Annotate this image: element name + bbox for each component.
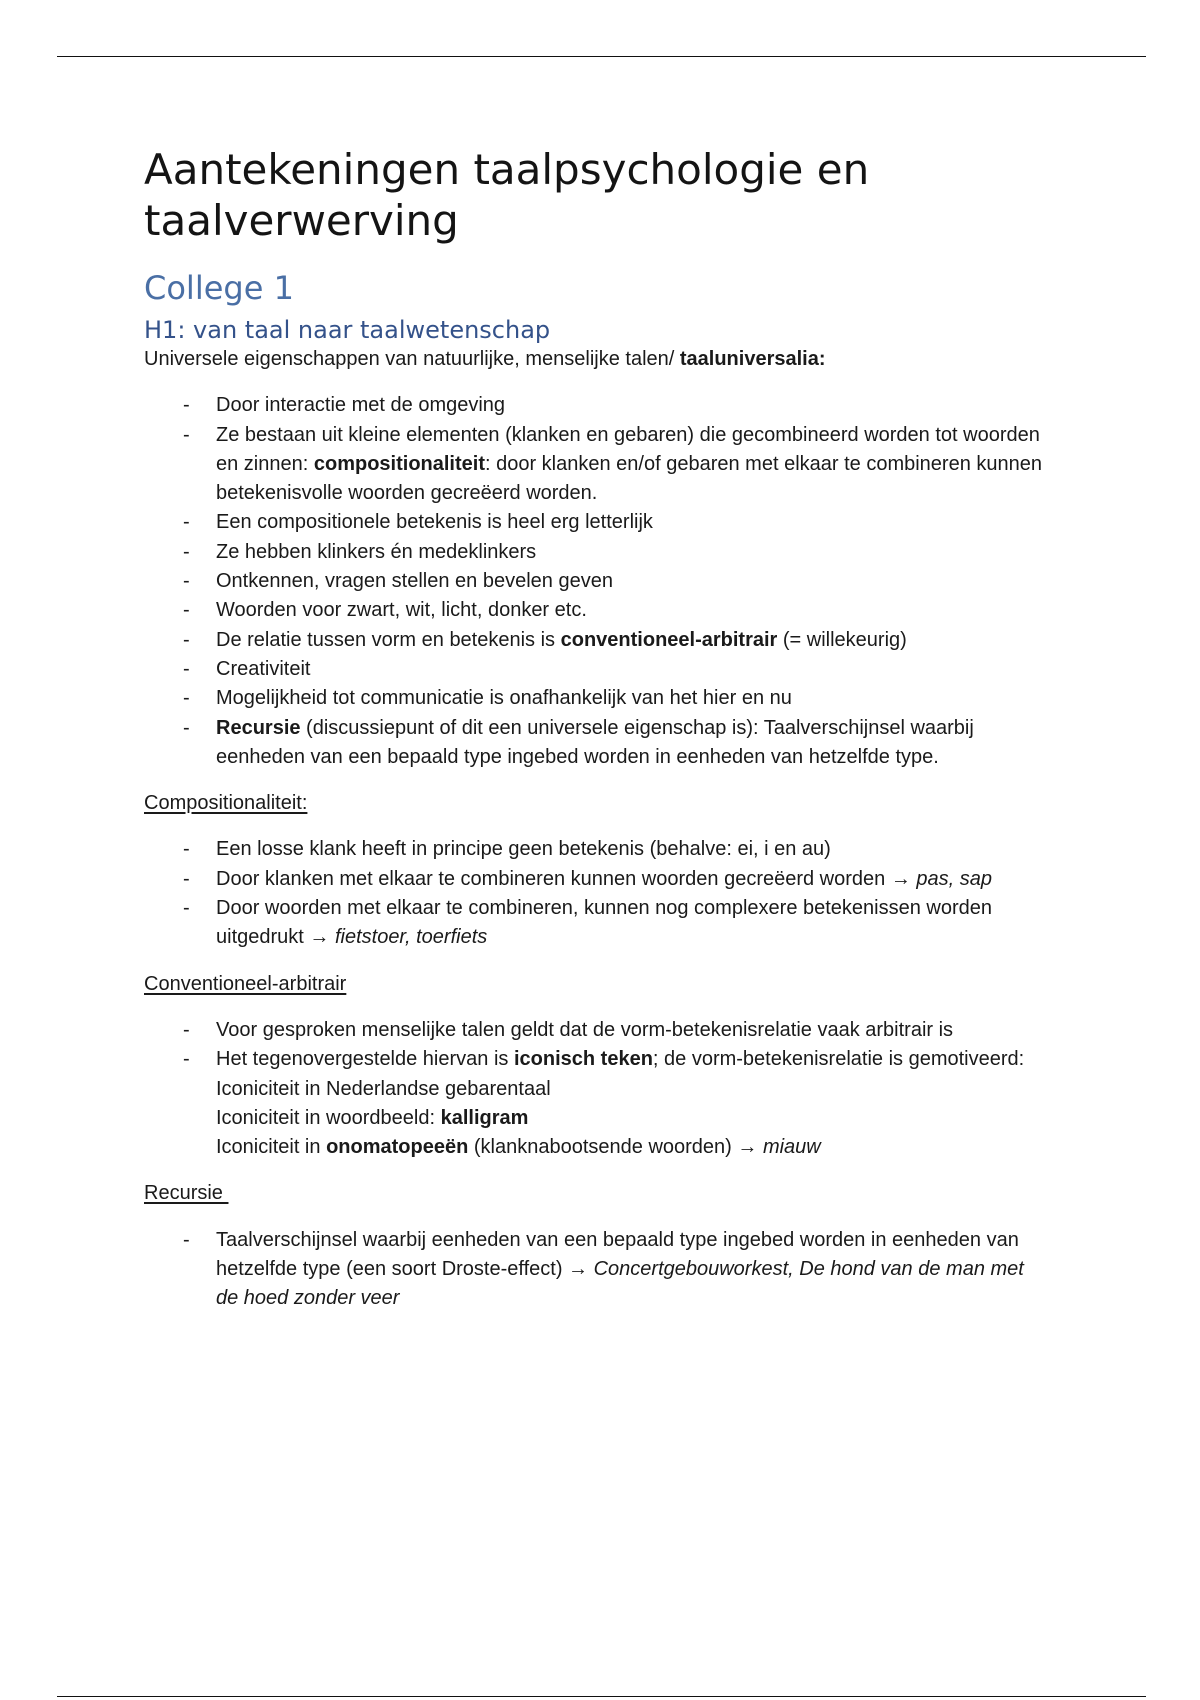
italic-example: de hoed zonder veer xyxy=(216,1287,400,1310)
text-line xyxy=(216,1284,1144,1313)
text-line xyxy=(216,626,1144,655)
line-text: Een losse klank heeft in principe geen betekenis (behalve: ei, i en au) xyxy=(216,838,831,861)
text-line xyxy=(216,1075,1144,1104)
italic-example: miauw xyxy=(762,1136,821,1159)
list-item xyxy=(144,714,1144,773)
text-line xyxy=(216,538,1144,567)
line-text: (= willekeurig) xyxy=(777,628,907,651)
bold-term: iconisch teken xyxy=(513,1048,653,1071)
text-line xyxy=(216,1045,1144,1074)
list-item xyxy=(144,421,1144,509)
list-item xyxy=(144,391,1144,420)
list-item xyxy=(144,835,1144,864)
section-heading-recursie xyxy=(144,1179,1144,1208)
line-text: Voor gesproken menselijke talen geldt dat de vorm-betekenisrelatie vaak arbitrair is xyxy=(216,1018,954,1041)
list-item xyxy=(144,684,1144,713)
line-text: en zinnen: xyxy=(216,452,314,475)
list-item xyxy=(144,508,1144,537)
header-rule xyxy=(57,56,1146,57)
bold-term: Recursie xyxy=(216,716,301,739)
text-line xyxy=(216,1255,1144,1284)
text-line xyxy=(216,835,1144,864)
text-line xyxy=(216,865,1144,894)
line-text: Door woorden met elkaar te combineren, kunnen nog complexere betekenissen worden xyxy=(216,897,993,920)
bold-term: taaluniversalia: xyxy=(679,348,826,370)
bullet-marker: - xyxy=(183,1048,190,1071)
section-heading-text: Compositionaliteit: xyxy=(144,792,308,815)
line-text: ; de vorm-betekenisrelatie is gemotiveerd: xyxy=(652,1048,1025,1071)
line-text: uitgedrukt → xyxy=(216,926,335,949)
bullet-marker: - xyxy=(183,423,190,446)
text-line xyxy=(216,421,1144,450)
bullet-marker: - xyxy=(183,570,190,593)
list-item xyxy=(144,1226,1144,1314)
list-item xyxy=(144,567,1144,596)
line-text: Iconiciteit in xyxy=(216,1136,327,1159)
intro-text: Universele eigenschappen van natuurlijke, menselijke talen/ xyxy=(144,348,680,370)
list-item xyxy=(144,596,1144,625)
section-heading-text: Conventioneel-arbitrair xyxy=(144,972,347,995)
section-heading-text: Recursie xyxy=(144,1182,229,1205)
recursion-list xyxy=(144,1226,1144,1314)
bullet-marker: - xyxy=(183,838,190,861)
section-heading-conventioneel-arbitrair xyxy=(144,970,1144,999)
line-text: : door klanken en/of gebaren met elkaar te combineren kunnen xyxy=(484,452,1043,475)
line-text: Een compositionele betekenis is heel erg letterlijk xyxy=(216,511,653,534)
text-line xyxy=(216,655,1144,684)
line-text: Iconiciteit in Nederlandse gebarentaal xyxy=(216,1077,551,1100)
document-title xyxy=(144,144,1144,246)
line-text: eenheden van een bepaald type ingebed worden in eenheden van hetzelfde type. xyxy=(216,745,939,768)
text-line xyxy=(216,743,1144,772)
bullet-marker: - xyxy=(183,628,190,651)
arbitrariness-list xyxy=(144,1016,1144,1162)
italic-example: fietstoer, toerfiets xyxy=(334,926,488,949)
text-line xyxy=(216,391,1144,420)
text-line xyxy=(216,567,1144,596)
section-heading-compositionaliteit xyxy=(144,789,1144,818)
text-line xyxy=(216,479,1144,508)
line-text: betekenisvolle woorden gecreëerd worden. xyxy=(216,482,598,505)
line-text: Creativiteit xyxy=(216,657,311,680)
list-item xyxy=(144,626,1144,655)
line-text: (klanknabootsende woorden) → xyxy=(468,1136,763,1159)
text-line xyxy=(216,894,1144,923)
bullet-marker: - xyxy=(183,687,190,710)
list-item xyxy=(144,865,1144,894)
line-text: Door klanken met elkaar te combineren kunnen woorden gecreëerd worden → xyxy=(216,867,917,890)
bullet-marker: - xyxy=(183,540,190,563)
text-line xyxy=(216,1104,1144,1133)
line-text: hetzelfde type (een soort Droste-effect) → xyxy=(216,1258,594,1281)
list-item xyxy=(144,1016,1144,1045)
line-text: Ontkennen, vragen stellen en bevelen geven xyxy=(216,570,613,593)
line-text: Mogelijkheid tot communicatie is onafhankelijk van het hier en nu xyxy=(216,687,792,710)
italic-example: pas, sap xyxy=(916,867,992,890)
universals-list xyxy=(144,391,1144,772)
italic-example: Concertgebouworkest, De hond van de man met xyxy=(593,1258,1024,1281)
compositionality-list xyxy=(144,835,1144,952)
text-line xyxy=(216,1016,1144,1045)
line-text: Door interactie met de omgeving xyxy=(216,394,506,417)
list-item xyxy=(144,655,1144,684)
bullet-marker: - xyxy=(183,897,190,920)
list-item xyxy=(144,894,1144,953)
bold-term: kalligram xyxy=(440,1106,529,1129)
text-line xyxy=(216,508,1144,537)
bold-term: onomatopeeën xyxy=(326,1136,469,1159)
text-line xyxy=(216,1133,1144,1162)
bullet-marker: - xyxy=(183,1018,190,1041)
bold-term: conventioneel-arbitrair xyxy=(560,628,778,651)
list-item xyxy=(144,538,1144,567)
text-line xyxy=(216,684,1144,713)
heading-college: College 1 xyxy=(144,269,294,307)
line-text: (discussiepunt of dit een universele eigenschap is): Taalverschijnsel waarbij xyxy=(300,716,974,739)
line-text: Ze hebben klinkers én medeklinkers xyxy=(216,540,537,563)
bullet-marker: - xyxy=(183,1228,190,1251)
bullet-marker: - xyxy=(183,394,190,417)
heading-chapter: H1: van taal naar taalwetenschap xyxy=(144,316,551,344)
bullet-marker: - xyxy=(183,657,190,680)
intro-paragraph xyxy=(144,345,1144,374)
text-line xyxy=(216,923,1144,952)
text-line xyxy=(216,1226,1144,1255)
bullet-marker: - xyxy=(183,511,190,534)
bullet-marker: - xyxy=(183,599,190,622)
line-text: Woorden voor zwart, wit, licht, donker etc. xyxy=(216,599,587,622)
text-line xyxy=(216,450,1144,479)
document-body xyxy=(144,144,1144,1314)
text-line xyxy=(216,596,1144,625)
line-text: De relatie tussen vorm en betekenis is xyxy=(216,628,561,651)
title-line: Aantekeningen taalpsychologie en xyxy=(144,145,870,194)
bold-term: compositionaliteit xyxy=(313,452,485,475)
bullet-marker: - xyxy=(183,716,190,739)
text-line xyxy=(216,714,1144,743)
list-item xyxy=(144,1045,1144,1162)
line-text: Iconiciteit in woordbeeld: xyxy=(216,1106,441,1129)
bullet-marker: - xyxy=(183,867,190,890)
line-text: Taalverschijnsel waarbij eenheden van een bepaald type ingebed worden in eenheden van xyxy=(216,1228,1019,1251)
line-text: Ze bestaan uit kleine elementen (klanken en gebaren) die gecombineerd worden tot woorden xyxy=(216,423,1040,446)
title-line: taalverwerving xyxy=(144,196,459,245)
footer-rule xyxy=(57,1696,1146,1697)
line-text: Het tegenovergestelde hiervan is xyxy=(216,1048,514,1071)
